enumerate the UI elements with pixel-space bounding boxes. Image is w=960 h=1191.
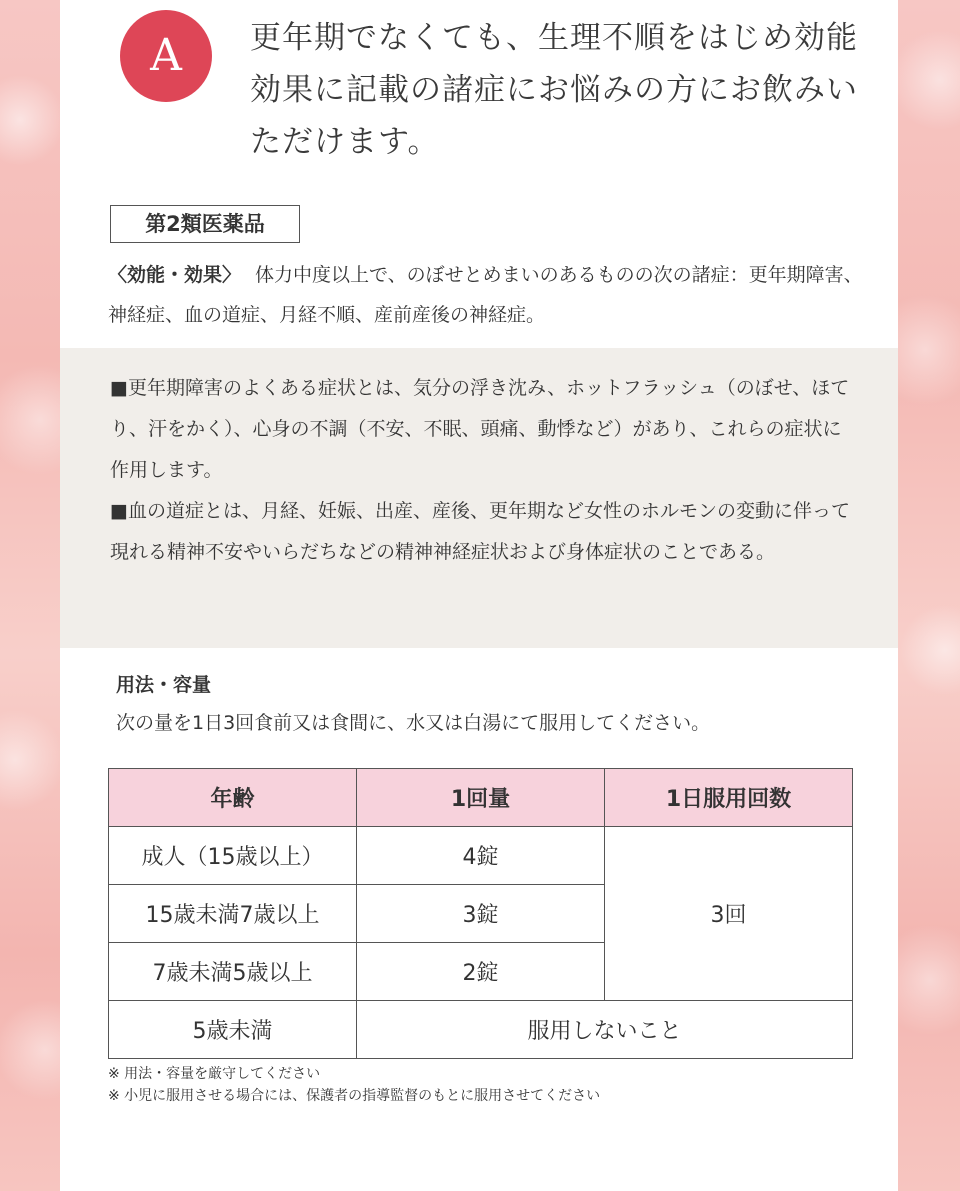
footnotes [108,1063,868,1107]
content-panel [60,0,898,1191]
footnote-item: ※ 小児に服用させる場合には、保護者の指導監督のもとに服用させてください [108,1088,601,1104]
table-row [109,1001,853,1059]
dosage-heading: 用法・容量 [116,674,212,696]
dosage-table [108,768,853,1059]
answer-badge: A [120,10,212,102]
efficacy-section [108,255,868,335]
table-row [109,827,853,885]
table-header-row [109,769,853,827]
cell-age: 15歳未満7歳以上 [109,885,357,943]
cell-do-not-take: 服用しないこと [357,1001,853,1059]
efficacy-text: 体力中度以上で、のぼせとめまいのあるものの次の諸症：更年期障害、神経症、血の道症、月経不順、産前産後の神経症。 [108,264,863,326]
note-menopause: ■更年期障害のよくある症状とは、気分の浮き沈み、ホットフラッシュ（のぼせ、ほてり、汗をかく）、心身の不調（不安、不眠、頭痛、動悸など）があり、これらの症状に作用します。 [110,377,850,481]
cell-age: 5歳未満 [109,1001,357,1059]
symptom-notes-box [60,348,898,648]
answer-text: 更年期でなくても、生理不順をはじめ効能効果に記載の諸症にお悩みの方にお飲みいただけます。 [250,20,858,160]
header-per-dose: 1回量 [357,769,605,827]
drug-category-label: 第2類医薬品 [110,205,300,243]
cell-age: 成人（15歳以上） [109,827,357,885]
header-age: 年齢 [109,769,357,827]
cell-age: 7歳未満5歳以上 [109,943,357,1001]
note-chinomichi: ■血の道症とは、月経、妊娠、出産、産後、更年期など女性のホルモンの変動に伴って現れる精神不安やいらだちなどの精神神経症状および身体症状のことである。 [110,500,850,563]
cell-amount: 2錠 [357,943,605,1001]
header-times-per-day: 1日服用回数 [605,769,853,827]
cell-times-per-day: 3回 [605,827,853,1001]
cell-amount: 4錠 [357,827,605,885]
footnote-item: ※ 用法・容量を厳守してください [108,1066,321,1082]
cell-amount: 3錠 [357,885,605,943]
efficacy-label: 〈効能・効果〉 [108,264,242,286]
dosage-instructions: 次の量を1日3回食前又は食間に、水又は白湯にて服用してください。 [116,712,711,734]
